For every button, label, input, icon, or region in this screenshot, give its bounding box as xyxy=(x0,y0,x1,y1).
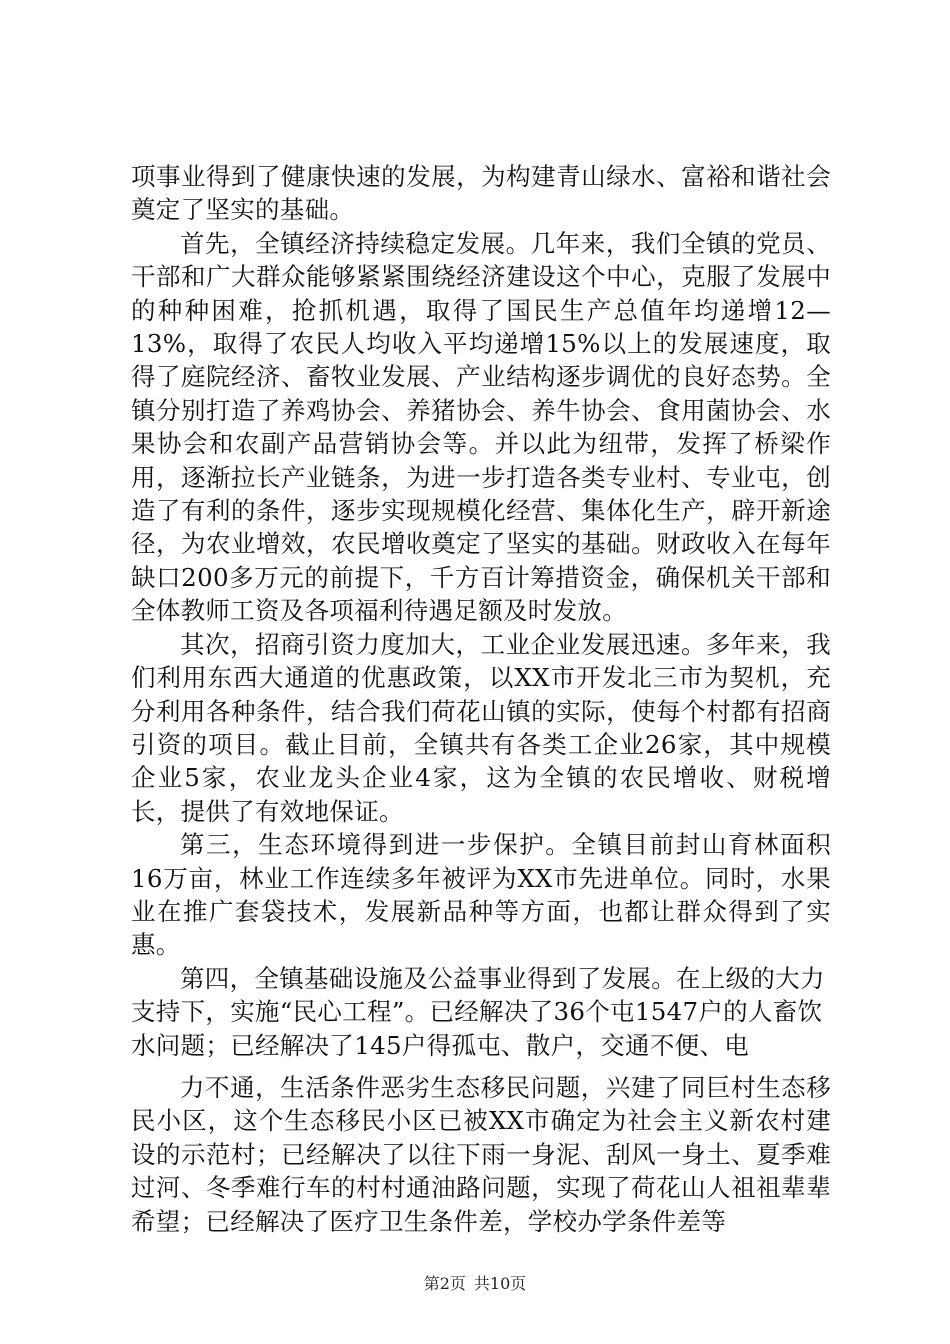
paragraph-infrastructure: 第四，全镇基础设施及公益事业得到了发展。在上级的大力支持下，实施“民心工程”。已经解决了36个屯1547户的人畜饮水问题；已经解决了145户得孤屯、散户，交通不便、电 xyxy=(131,963,825,1060)
page-total: 共10页 xyxy=(473,1274,527,1293)
paragraph-continuation: 项事业得到了健康快速的发展，为构建青山绿水、富裕和谐社会奠定了坚实的基础。 xyxy=(131,162,831,225)
page-number: 第2页 xyxy=(423,1274,466,1293)
document-body xyxy=(131,160,831,1238)
paragraph-ecology: 第三，生态环境得到进一步保护。全镇目前封山育林面积16万亩，林业工作连续多年被评为XX市先进单位。同时，水果业在推广套袋技术，发展新品种等方面，也都让群众得到了实惠。 xyxy=(131,830,831,960)
paragraph-infrastructure-continued: 力不通，生活条件恶劣生态移民问题，兴建了同巨村生态移民小区，这个生态移民小区已被XX市确定为社会主义新农村建设的示范村；已经解决了以往下雨一身泥、刮风一身土、夏季难过河、冬季难行车的村村通油路问题，实现了荷花山人祖祖辈辈希望；已经解决了医疗卫生条件差，学校办学条件差等 xyxy=(131,1072,831,1236)
paragraph-economy: 首先，全镇经济持续稳定发展。几年来，我们全镇的党员、干部和广大群众能够紧紧围绕经济建设这个中心，克服了发展中的种种困难，抢抓机遇，取得了国民生产总值年均递增12—13%，取得了农民人均收入平均递增15%以上的发展速度，取得了庭院经济、畜牧业发展、产业结构逐步调优的良好态势。全镇分别打造了养鸡协会、养猪协会、养牛协会、食用菌协会、水果协会和农副产品营销协会等。并以此为纽带，发挥了桥梁作用，逐渐拉长产业链条，为进一步打造各类专业村、专业屯，创造了有利的条件，逐步实现规模化经营、集体化生产，辟开新途径，为农业增效，农民增收奠定了坚实的基础。财政收入在每年缺口200多万元的前提下，千方百计筹措资金，确保机关干部和全体教师工资及各项福利待遇足额及时发放。 xyxy=(131,228,831,626)
paragraph-investment: 其次，招商引资力度加大，工业企业发展迅速。多年来，我们利用东西大通道的优惠政策，以XX市开发北三市为契机，充分利用各种条件，结合我们荷花山镇的实际，使每个村都有招商引资的项目。截止目前，全镇共有各类工企业26家，其中规模企业5家，农业龙头企业4家，这为全镇的农民增收、财税增长，提供了有效地保证。 xyxy=(131,629,831,826)
page-footer xyxy=(0,1274,950,1294)
